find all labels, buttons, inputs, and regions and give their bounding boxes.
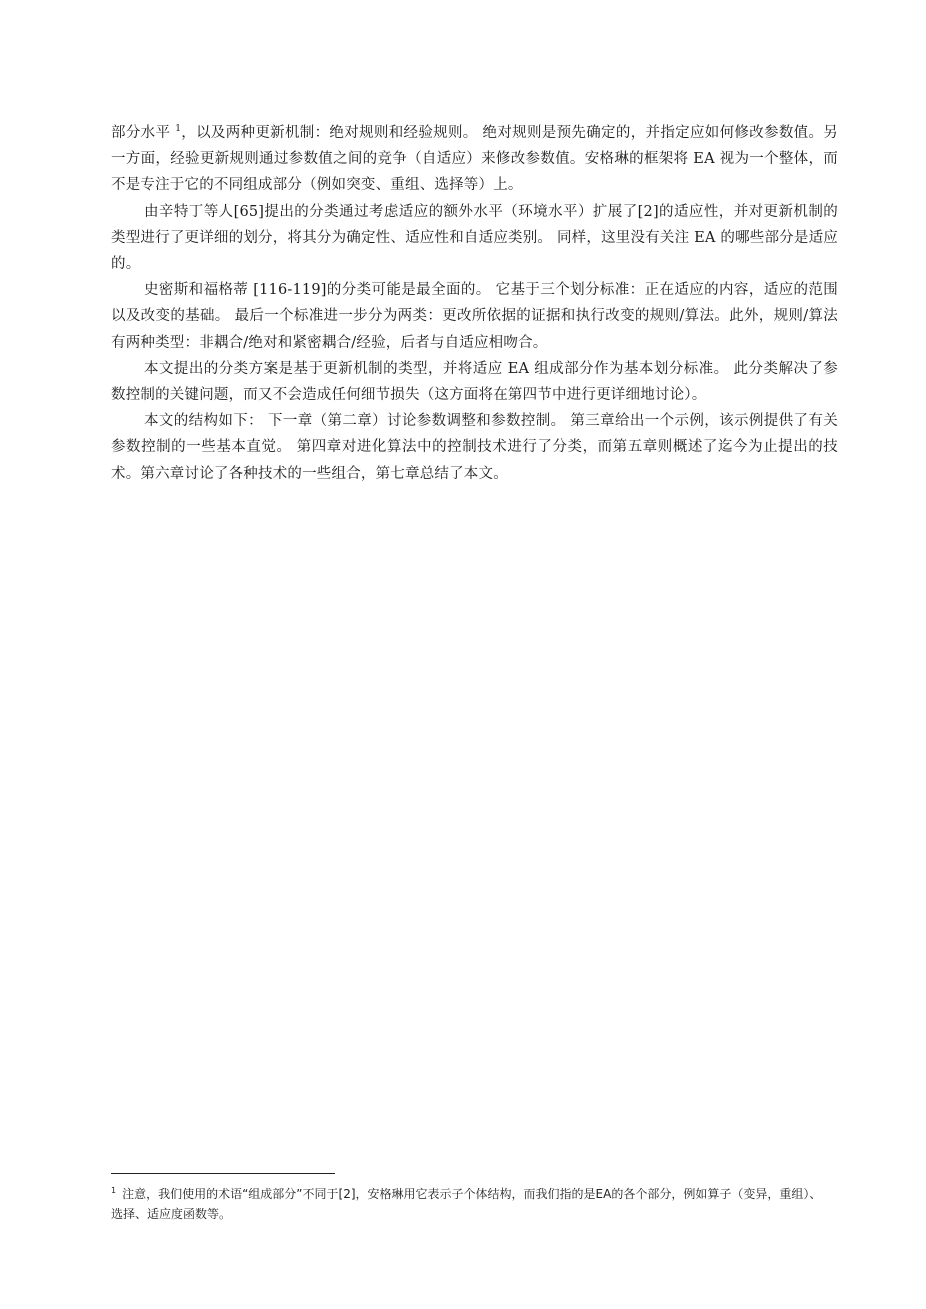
paragraph-3: 史密斯和福格蒂 [116-119]的分类可能是最全面的。 它基于三个划分标准：正在适应的内容，适应的范围以及改变的基础。 最后一个标准进一步分为两类：更改所依据的证据和执行改变的规则/算法。此外，规则/算法有两种类型：非耦合/绝对和紧密耦合/经验，后者与自适应相吻合。: [111, 282, 838, 351]
body-text: [111, 120, 838, 487]
paragraph-1-rest: ，以及两种更新机制：绝对规则和经验规则。 绝对规则是预先确定的，并指定应如何修改参数值。另一方面，经验更新规则通过参数值之间的竞争（自适应）来修改参数值。安格琳的框架将 EA 视为一个整体，而不是专注于它的不同组成部分（例如突变、重组、选择等）上。: [111, 125, 839, 194]
paragraph-2: 由辛特丁等人[65]提出的分类通过考虑适应的额外水平（环境水平）扩展了[2]的适应性，并对更新机制的类型进行了更详细的划分，将其分为确定性、适应性和自适应类别。 同样，这里没有关注 EA 的哪些部分是适应的。: [111, 203, 838, 273]
footnote-text: 注意，我们使用的术语“组成部分”不同于[2]，安格琳用它表示子个体结构，而我们指的是EA的各个部分，例如算子（变异，重组）、选择、适应度函数等。: [111, 1187, 822, 1221]
paragraph-4: 本文提出的分类方案是基于更新机制的类型，并将适应 EA 组成部分作为基本划分标准。 此分类解决了参数控制的关键问题，而又不会造成任何细节损失（这方面将在第四节中进行更详细地讨论）。: [111, 360, 838, 404]
footnote-reference[interactable]: 1: [175, 124, 182, 134]
paragraph-5: 本文的结构如下： 下一章（第二章）讨论参数调整和参数控制。 第三章给出一个示例，该示例提供了有关参数控制的一些基本直觉。 第四章对进化算法中的控制技术进行了分类，而第五章则概述了迄今为止提出的技术。第六章讨论了各种技术的一些组合，第七章总结了本文。: [111, 413, 838, 482]
paragraph-1: [111, 120, 838, 199]
footnote-divider: [111, 1173, 335, 1174]
footnote: [111, 1184, 831, 1224]
paragraph-1-lead: 部分水平: [111, 125, 171, 141]
footnote-marker: 1: [111, 1186, 117, 1195]
